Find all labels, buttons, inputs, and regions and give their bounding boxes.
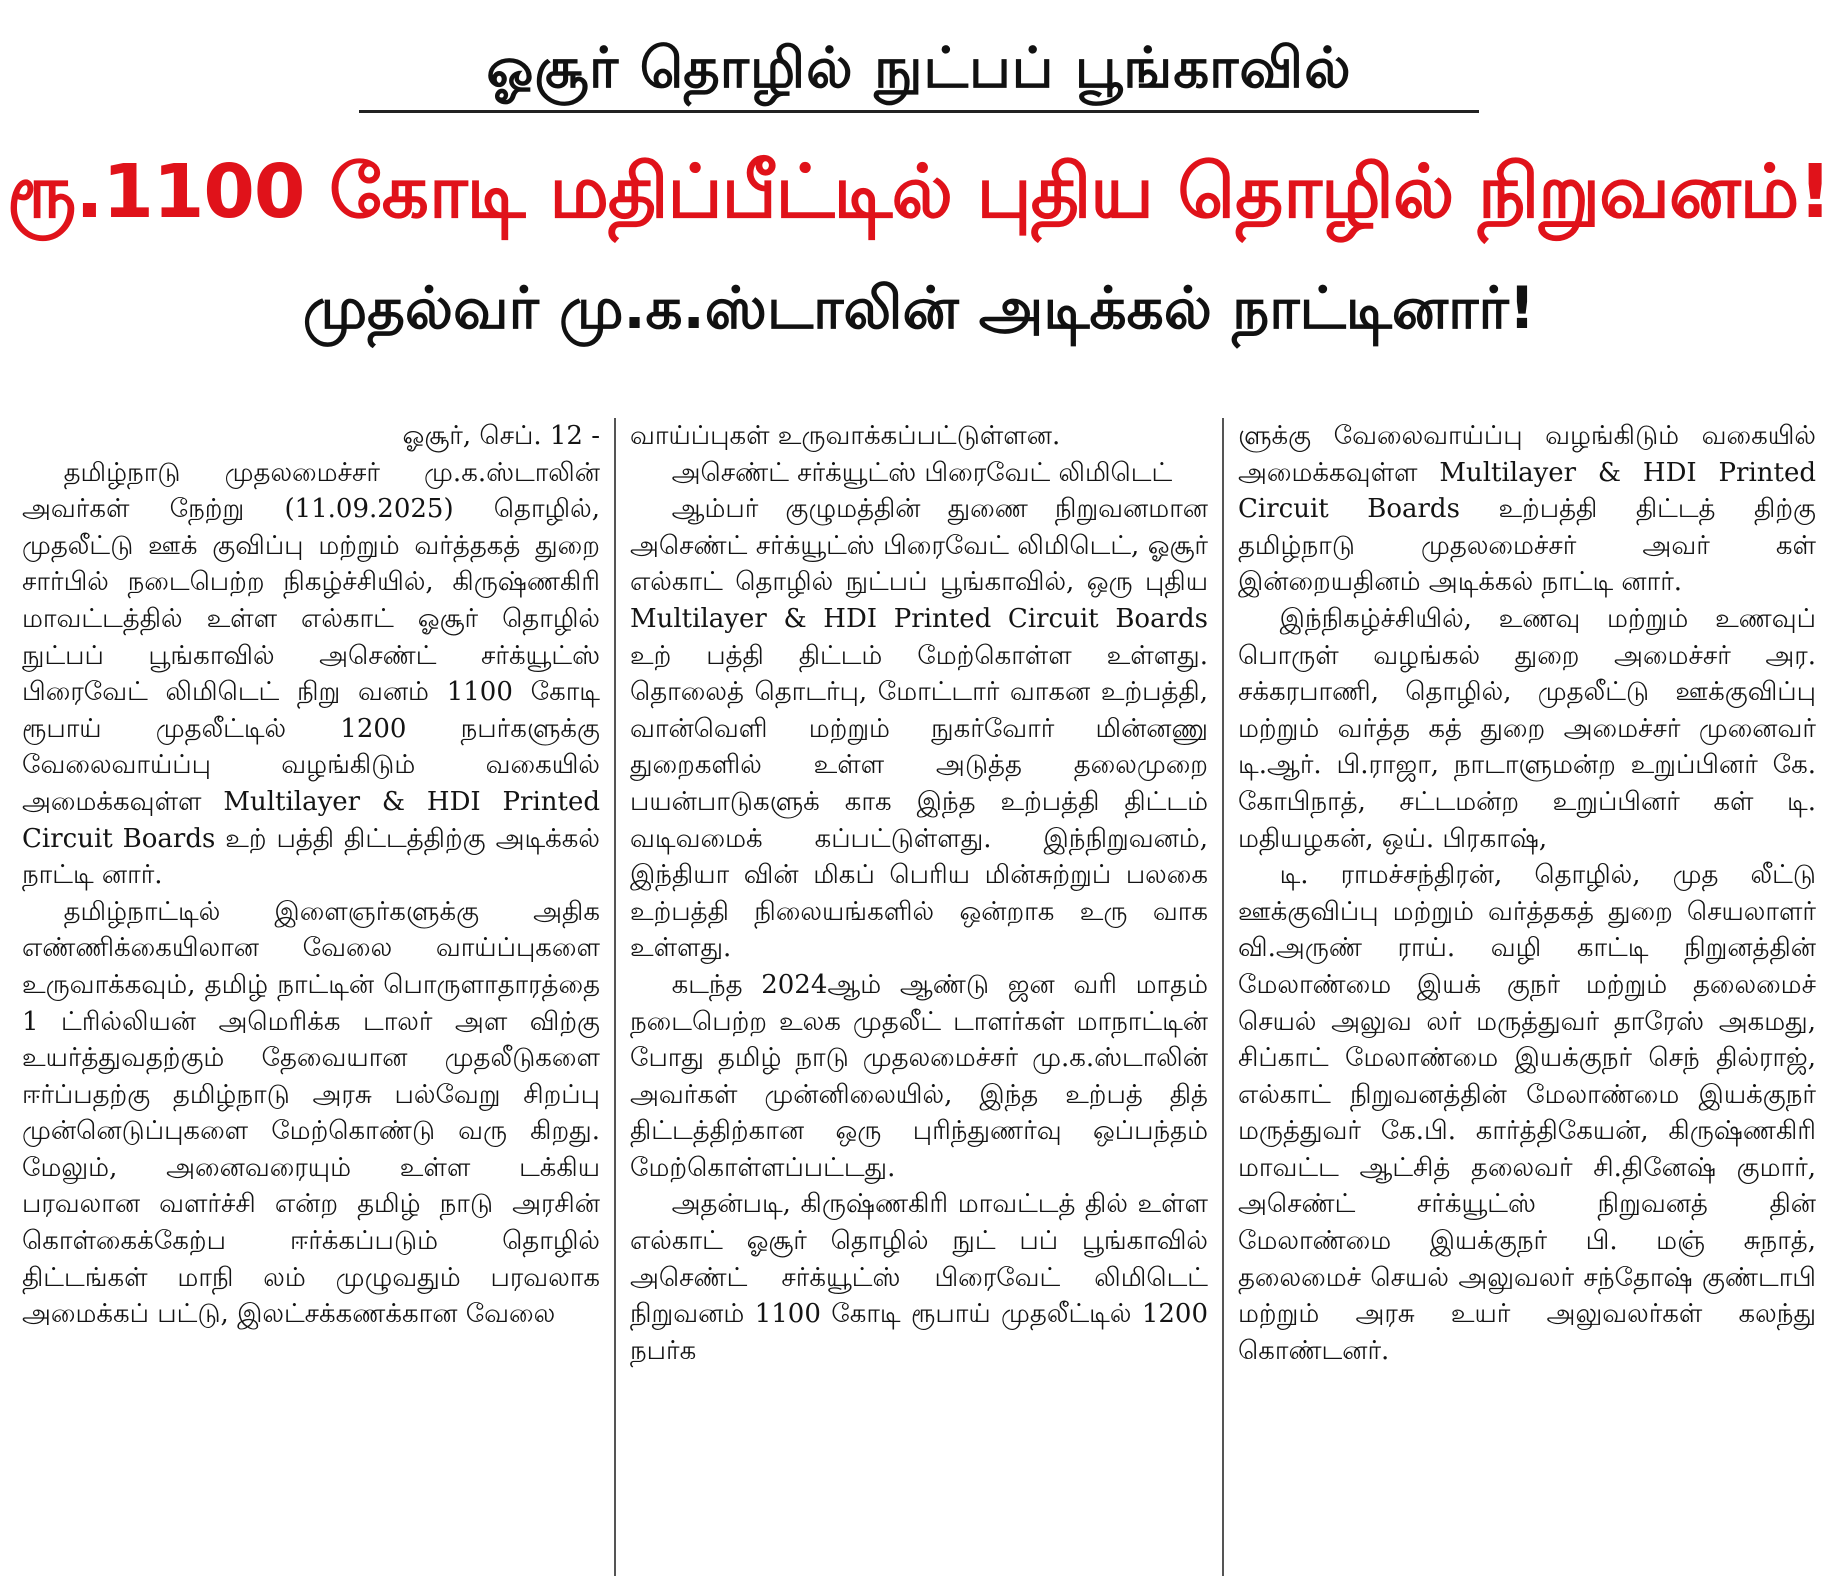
paragraph: டி. ராமச்சந்திரன், தொழில், முத லீட்டு ஊக்குவிப்பு மற்றும் வர்த்தகத் துறை செயலாளர் வி.அருண் ராய். வழி காட்டி நிறுனத்தின் மேலாண்மை இயக் குநர் மற்றும் தலைமைச் செயல் அலுவ லர் மருத்துவர் தாரேஸ் அகமது, சிப்காட் மேலாண்மை இயக்குநர் செந் தில்ராஜ், எல்காட் நிறுவனத்தின் மேலாண்மை இயக்குநர் மருத்துவர் கே.பி. கார்த்திகேயன், கிருஷ்ணகிரி மாவட்ட ஆட்சித் தலைவர் சி.தினேஷ் குமார், அசெண்ட் சர்க்யூட்ஸ் நிறுவனத் தின் மேலாண்மை இயக்குநர் பி. மஞ் சுநாத், தலைமைச் செயல் அலுவலர் சந்தோஷ் குண்டாபி மற்றும் அரசு உயர் அலுவலர்கள் கலந்து கொண்டனர்.	[1238, 860, 1816, 1366]
article-column-2	[614, 418, 1222, 1576]
dateline: ஓசூர், செப். 12 -	[402, 421, 600, 451]
paragraph: ஆம்பர் குழுமத்தின் துணை நிறுவனமான அசெண்ட் சர்க்யூட்ஸ் பிரைவேட் லிமிடெட், ஓசூர் எல்காட் தொழில் நுட்பப் பூங்காவில், ஒரு புதிய Multilayer & HDI Printed Circuit Boards உற் பத்தி திட்டம் மேற்கொள்ள உள்ளது. தொலைத் தொடர்பு, மோட்டார் வாகன உற்பத்தி, வான்வெளி மற்றும் நுகர்வோர் மின்னணு துறைகளில் உள்ள அடுத்த தலைமுறை பயன்பாடுகளுக் காக இந்த உற்பத்தி திட்டம் வடிவமைக் கப்பட்டுள்ளது. இந்நிறுவனம், இந்தியா வின் மிகப் பெரிய மின்சுற்றுப் பலகை உற்பத்தி நிலையங்களில் ஒன்றாக உரு வாக உள்ளது.	[630, 494, 1208, 964]
paragraph: இந்நிகழ்ச்சியில், உணவு மற்றும் உணவுப் பொருள் வழங்கல் துறை அமைச்சர் அர. சக்கரபாணி, தொழில், முதலீட்டு ஊக்குவிப்பு மற்றும் வர்த்த கத் துறை அமைச்சர் முனைவர் டி.ஆர். பி.ராஜா, நாடாளுமன்ற உறுப்பினர் கே. கோபிநாத், சட்டமன்ற உறுப்பினர் கள் டி. மதியழகன், ஒய். பிரகாஷ்,	[1238, 603, 1816, 854]
kicker-underline	[359, 110, 1479, 113]
article-column-3	[1222, 418, 1830, 1576]
paragraph: ளுக்கு வேலைவாய்ப்பு வழங்கிடும் வகையில் அமைக்கவுள்ள Multilayer & HDI Printed Circuit Boards உற்பத்தி திட்டத் திற்கு தமிழ்நாடு முதலமைச்சர் அவர் கள் இன்றையதினம் அடிக்கல் நாட்டி னார்.	[1238, 421, 1816, 598]
paragraph: வாய்ப்புகள் உருவாக்கப்பட்டுள்ளன.	[630, 421, 1061, 451]
kicker-heading: ஓசூர் தொழில் நுட்பப் பூங்காவில்	[486, 36, 1352, 101]
paragraph: தமிழ்நாடு முதலமைச்சர் மு.க.ஸ்டாலின் அவர்கள் நேற்று (11.09.2025) தொழில், முதலீட்டு ஊக் குவிப்பு மற்றும் வர்த்தகத் துறை சார்பில் நடைபெற்ற நிகழ்ச்சியில், கிருஷ்ணகிரி மாவட்டத்தில் உள்ள எல்காட் ஓசூர் தொழில் நுட்பப் பூங்காவில் அசெண்ட் சர்க்யூட்ஸ் பிரைவேட் லிமிடெட் நிறு வனம் 1100 கோடி ரூபாய் முதலீட்டில் 1200 நபர்களுக்கு வேலைவாய்ப்பு வழங்கிடும் வகையில் அமைக்கவுள்ள Multilayer & HDI Printed Circuit Boards உற் பத்தி திட்டத்திற்கு அடிக்கல் நாட்டி னார்.	[22, 457, 600, 891]
article-body	[8, 418, 1830, 1576]
paragraph: கடந்த 2024ஆம் ஆண்டு ஜன வரி மாதம் நடைபெற்ற உலக முதலீட் டாளர்கள் மாநாட்டின் போது தமிழ் நாடு முதலமைச்சர் மு.க.ஸ்டாலின் அவர்கள் முன்னிலையில், இந்த உற்பத் தித் திட்டத்திற்கான ஒரு புரிந்துணர்வு ஒப்பந்தம் மேற்கொள்ளப்பட்டது.	[630, 969, 1208, 1183]
section-subheading: அசெண்ட் சர்க்யூட்ஸ் பிரைவேட் லிமிடெட்	[671, 457, 1173, 488]
article-column-1	[8, 418, 614, 1576]
sub-headline: முதல்வர் மு.க.ஸ்டாலின் அடிக்கல் நாட்டினார்!	[302, 274, 1536, 342]
paragraph: தமிழ்நாட்டில் இளைஞர்களுக்கு அதிக எண்ணிக்கையிலான வேலை வாய்ப்புகளை உருவாக்கவும், தமிழ் நாட்டின் பொருளாதாரத்தை 1 ட்ரில்லியன் அமெரிக்க டாலர் அள விற்கு உயர்த்துவதற்கும் தேவையான முதலீடுகளை ஈர்ப்பதற்கு தமிழ்நாடு அரசு பல்வேறு சிறப்பு முன்னெடுப்புகளை மேற்கொண்டு வரு கிறது. மேலும், அனைவரையும் உள்ள டக்கிய பரவலான வளர்ச்சி என்ற தமிழ் நாடு அரசின் கொள்கைக்கேற்ப ஈர்க்கப்படும் தொழில் திட்டங்கள் மாநி லம் முழுவதும் பரவலாக அமைக்கப் பட்டு, இலட்சக்கணக்கான வேலை	[22, 896, 600, 1330]
main-headline: ரூ.1100 கோடி மதிப்பீட்டில் புதிய தொழில் நிறுவனம்!	[6, 149, 1832, 235]
paragraph: அதன்படி, கிருஷ்ணகிரி மாவட்டத் தில் உள்ள எல்காட் ஓசூர் தொழில் நுட் பப் பூங்காவில் அசெண்ட் சர்க்யூட்ஸ் பிரைவேட் லிமிடெட் நிறுவனம் 1100 கோடி ரூபாய் முதலீட்டில் 1200 நபர்க	[630, 1189, 1208, 1366]
